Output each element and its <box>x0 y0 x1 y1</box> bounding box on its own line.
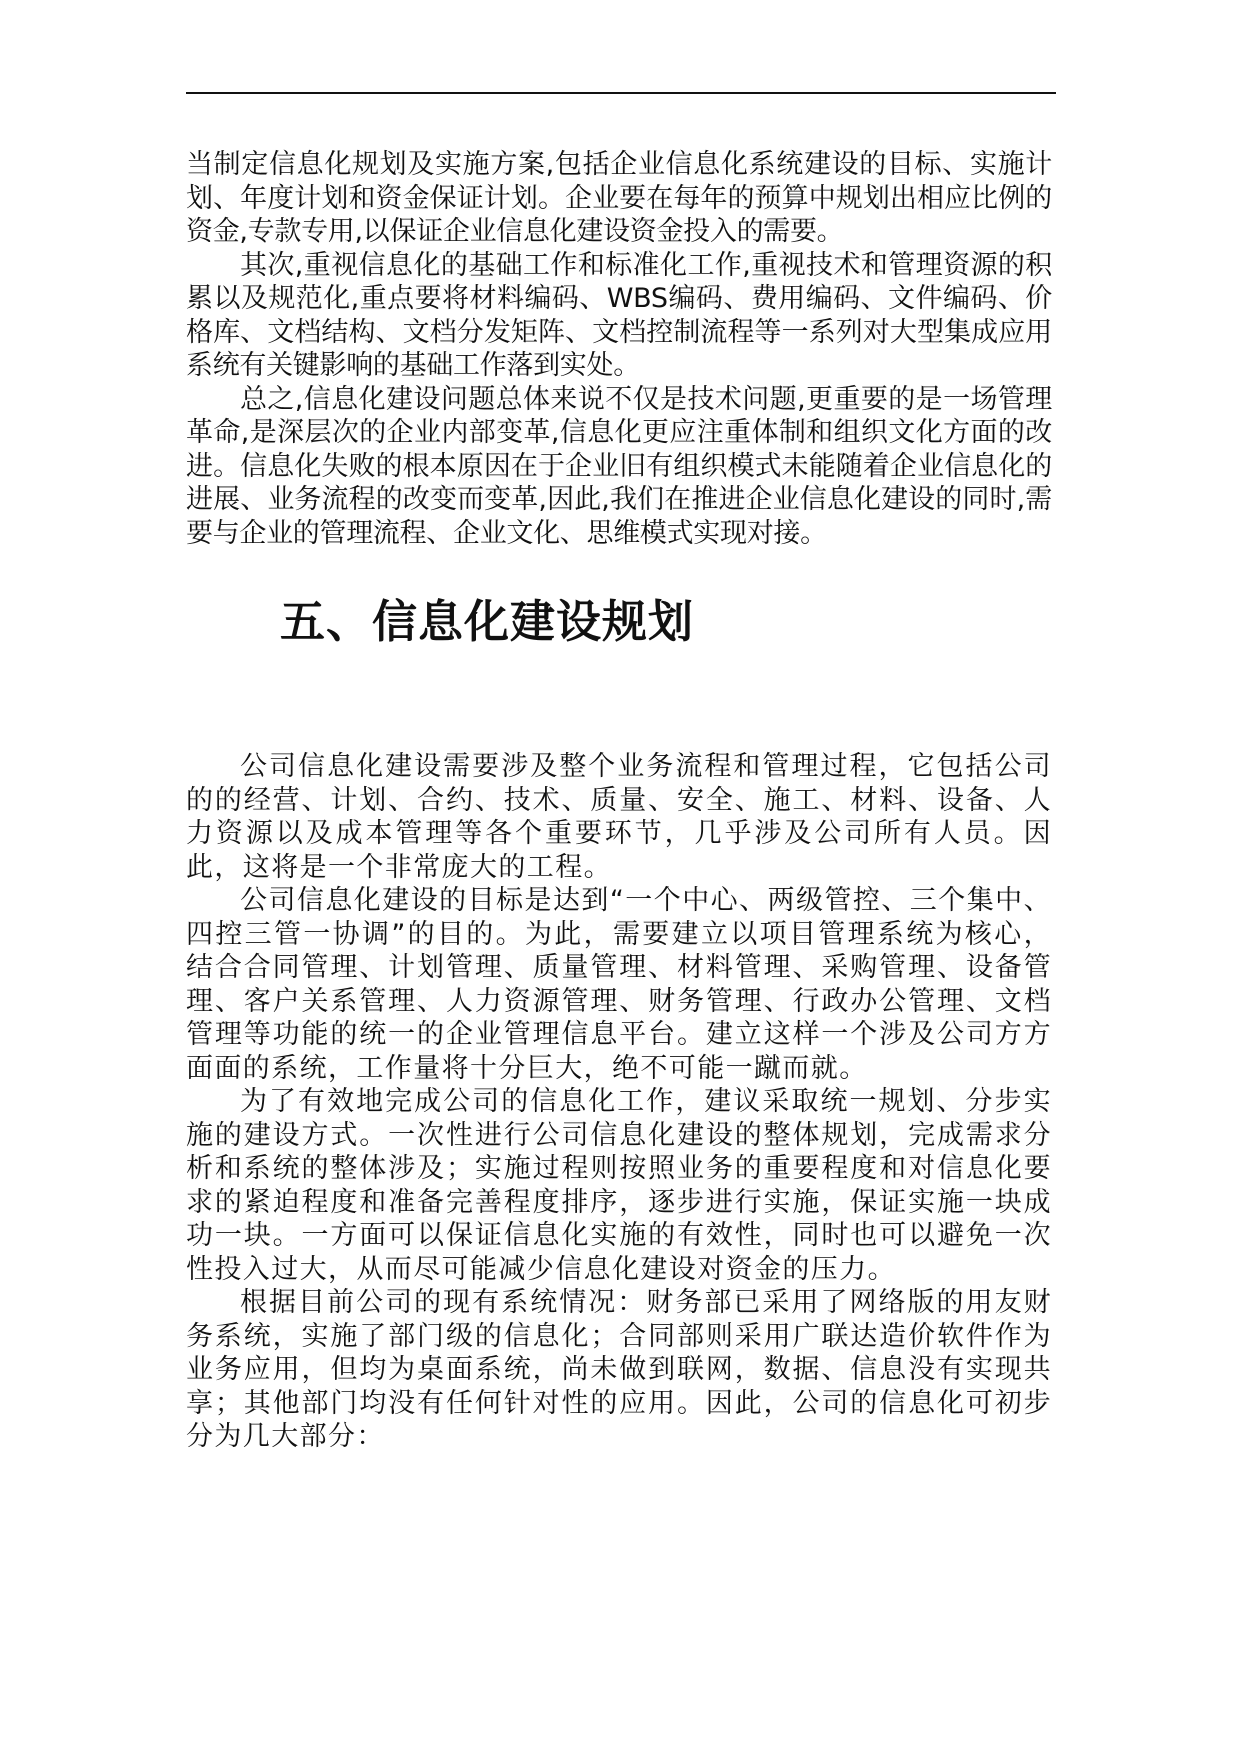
section-heading: 五、信息化建设规划 <box>280 595 695 648</box>
paragraph: 公司信息化建设需要涉及整个业务流程和管理过程，它包括公司的的经营、计划、合约、技术、质量、安全、施工、材料、设备、人力资源以及成本管理等各个重要环节，几乎涉及公司所有人员。因此，这将是一个非常庞大的工程。 <box>186 751 1052 883</box>
page-body <box>186 148 1052 1454</box>
text-block-continued <box>186 148 1052 550</box>
paragraph: 总之,信息化建设问题总体来说不仅是技术问题,更重要的是一场管理革命,是深层次的企业内部变革,信息化更应注重体制和组织文化方面的改进。信息化失败的根本原因在于企业旧有组织模式未能随着企业信息化的进展、业务流程的改变而变革,因此,我们在推进企业信息化建设的同时,需要与企业的管理流程、企业文化、思维模式实现对接。 <box>186 383 1052 549</box>
paragraph: 为了有效地完成公司的信息化工作，建议采取统一规划、分步实施的建设方式。一次性进行公司信息化建设的整体规划，完成需求分析和系统的整体涉及；实施过程则按照业务的重要程度和对信息化要求的紧迫程度和准备完善程度排序，逐步进行实施，保证实施一块成功一块。一方面可以保证信息化实施的有效性，同时也可以避免一次性投入过大，从而尽可能减少信息化建设对资金的压力。 <box>186 1086 1052 1285</box>
paragraph: 当制定信息化规划及实施方案,包括企业信息化系统建设的目标、实施计划、年度计划和资金保证计划。企业要在每年的预算中规划出相应比例的资金,专款专用,以保证企业信息化建设资金投入的需要。 <box>186 149 1052 247</box>
header-rule <box>186 92 1056 94</box>
paragraph: 根据目前公司的现有系统情况：财务部已采用了网络版的用友财务系统，实施了部门级的信息化；合同部则采用广联达造价软件作为业务应用，但均为桌面系统，尚未做到联网，数据、信息没有实现共享；其他部门均没有任何针对性的应用。因此，公司的信息化可初步分为几大部分： <box>186 1287 1052 1452</box>
text-block-section-5 <box>186 750 1052 1454</box>
paragraph: 其次,重视信息化的基础工作和标准化工作,重视技术和管理资源的积累以及规范化,重点要将材料编码、WBS编码、费用编码、文件编码、价格库、文档结构、文档分发矩阵、文档控制流程等一系列对大型集成应用系统有关键影响的基础工作落到实处。 <box>186 249 1052 381</box>
paragraph: 公司信息化建设的目标是达到“一个中心、两级管控、三个集中、四控三管一协调”的目的。为此，需要建立以项目管理系统为核心，结合合同管理、计划管理、质量管理、材料管理、采购管理、设备管理、客户关系管理、人力资源管理、财务管理、行政办公管理、文档管理等功能的统一的企业管理信息平台。建立这样一个涉及公司方方面面的系统，工作量将十分巨大，绝不可能一蹴而就。 <box>186 885 1052 1084</box>
